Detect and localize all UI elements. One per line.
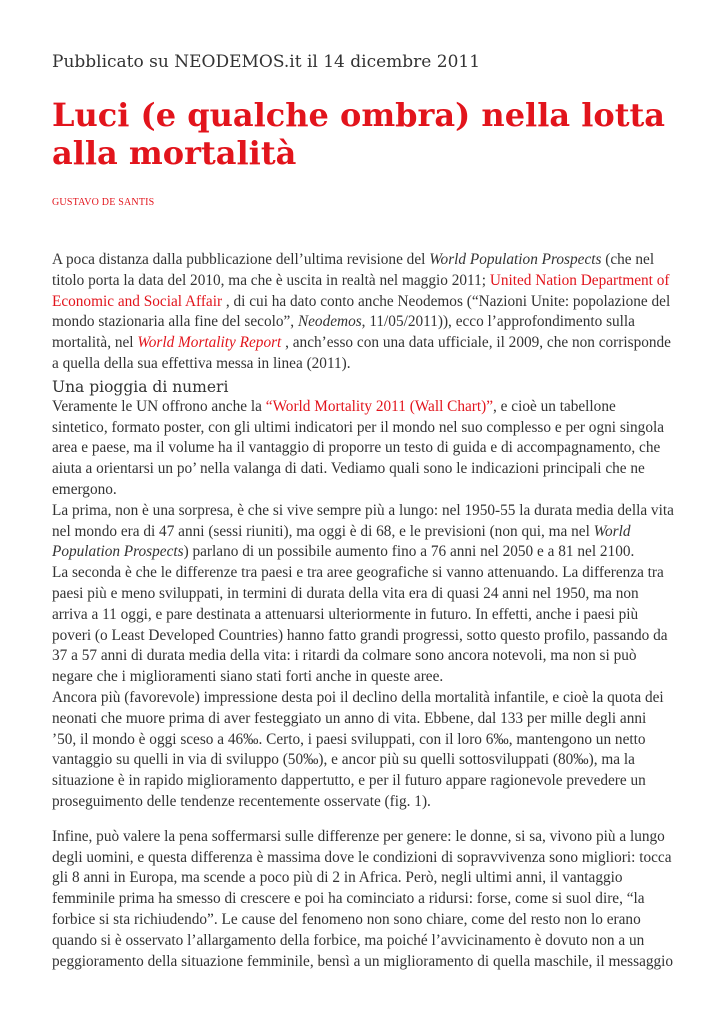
publication-title: World Population Prospects: [52, 522, 631, 561]
paragraph-life-expectancy: La prima, non è una sorpresa, è che si vive sempre più a lungo: nel 1950-55 la durata media della vita nel mondo era di 47 anni (sessi riuniti), ma oggi è di 68, e le previsioni (non qui, ma nel World Population Prospects) parlano di un possibile aumento fino a 76 anni nel 2050 e a 81 nel 2100.: [52, 501, 674, 561]
neodemos-title: Neodemos: [297, 313, 362, 331]
paragraph-wall-chart: Veramente le UN offrono anche la “World Mortality 2011 (Wall Chart)”, e cioè un tabellone sintetico, formato poster, con gli ultimi indicatori per il mondo nel suo complesso e per ogni singola area e paese, ma il volume ha il vantaggio di proporre un testo di guida e di accompagnamento, che aiuta a orientarsi un po’ nella valanga di dati. Vediamo quali sono le indicazioni principali che ne emergono.: [52, 397, 665, 498]
article-title: Luci (e qualche ombra) nella lotta alla mortalità: [52, 96, 666, 172]
article-body: [52, 250, 674, 972]
paragraph-gender: Infine, può valere la pena soffermarsi sulle differenze per genere: le donne, si sa, vivono più a lungo degli uomini, e questa differenza è massima dove le condizioni di sopravvivenza sono migliori: tocca gli 8 anni in Europa, ma scende a poco più di 2 in Africa. Però, negli ultimi anni, il vantaggio femminile prima ha smesso di crescere e poi ha cominciato a ridursi: forse, come si suol dire, “la forbice si sta richiudendo”. Le cause del fenomeno non sono chiare, come del resto non lo erano quando si è osservato l’allargamento della forbice, ma poiché l’avvicinamento è dovuto non a un peggioramento della situazione femminile, bensì a un miglioramento di quella maschile, il messaggio: [52, 827, 674, 970]
section-heading: Una pioggia di numeri: [52, 377, 229, 396]
un-desa-link[interactable]: United Nation Department of Economic and Social Affair: [52, 271, 670, 310]
wall-chart-link[interactable]: “World Mortality 2011 (Wall Chart)”: [265, 397, 494, 415]
publication-note: Pubblicato su NEODEMOS.it il 14 dicembre 2011: [52, 52, 481, 72]
world-mortality-report-link[interactable]: World Mortality Report: [137, 334, 282, 352]
paragraph-differences: La seconda è che le differenze tra paesi e tra aree geografiche si vanno attenuando. La differenza tra paesi più e meno sviluppati, in termini di durata della vita era di quasi 24 anni nel 1950, ma non arriva a 11 oggi, e pare destinata a attenuarsi ulteriormente in futuro. In effetti, anche i paesi più poveri (o Least Developed Countries) hanno fatto grandi progressi, sotto questo profilo, passando da 37 a 57 anni di durata media della vita: i ritardi da colmare sono ancora notevoli, ma non si può negare che i miglioramenti siano stati forti anche in queste aree.: [52, 564, 668, 686]
paragraph-infant-mortality: Ancora più (favorevole) impressione desta poi il declino della mortalità infantile, e cioè la quota dei neonati che muore prima di aver festeggiato un anno di vita. Ebbene, dal 133 per mille degli anni ’50, il mondo è oggi sceso a 46‰. Certo, i paesi sviluppati, con il loro 6‰, mantengono un netto vantaggio su quelli in via di sviluppo (50‰), e ancor più su quelli sottosviluppati (80‰), ma la situazione è in rapido miglioramento dappertutto, e per il futuro appare ragionevole prevedere un proseguimento delle tendenze recentemente osservate (fig. 1).: [52, 688, 664, 810]
paragraph-intro: A poca distanza dalla pubblicazione dell’ultima revisione del World Population Prospects (che nel titolo porta la data del 2010, ma che è uscita in realtà nel maggio 2011; United Nation Department of Economic and Social Affair , di cui ha dato conto anche Neodemos (“Nazioni Unite: popolazione del mondo stazionaria alla fine del secolo”, Neodemos, 11/05/2011)), ecco l’approfondimento sulla mortalità, nel World Mortality Report , anch’esso con una data ufficiale, il 2009, che non corrisponde a quella della sua effettiva messa in linea (2011).: [52, 251, 671, 372]
article-author: GUSTAVO DE SANTIS: [52, 197, 155, 208]
publication-title: World Population Prospects: [429, 251, 602, 268]
